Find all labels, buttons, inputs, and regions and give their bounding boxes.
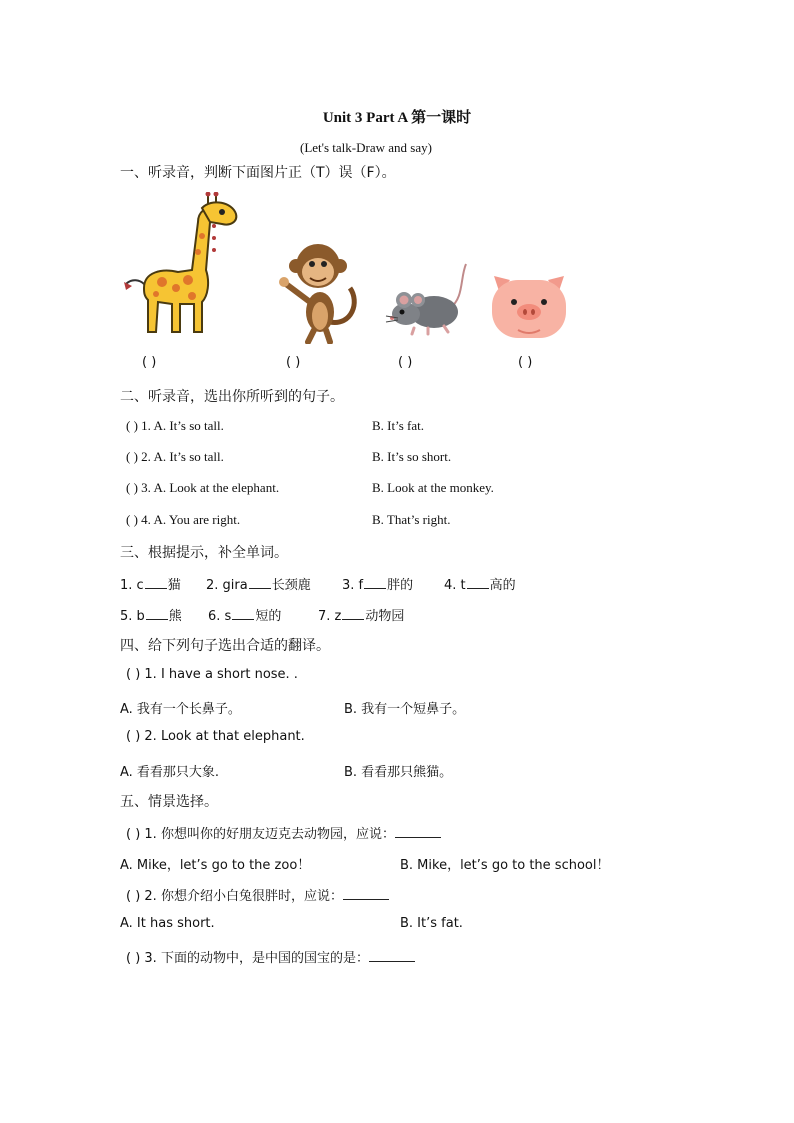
- section-1-heading: 一、听录音，判断下面图片正（T）误（F）。: [120, 165, 396, 181]
- section-4-heading: 四、给下列句子选出合适的翻译。: [120, 638, 330, 654]
- option-b: B. Look at the monkey.: [372, 480, 494, 495]
- fill-blank[interactable]: [145, 575, 167, 589]
- section-2-heading: 二、听录音，选出你所听到的句子。: [120, 389, 344, 405]
- question-item: ( ) 2. 你想介绍小白兔很胖时，应说：: [126, 885, 389, 904]
- answer-bracket[interactable]: ( ): [398, 355, 413, 370]
- section-5-heading: 五、情景选择。: [120, 794, 218, 810]
- answer-bracket[interactable]: ( ): [518, 355, 533, 370]
- option-b: B. It’s so short.: [372, 449, 452, 464]
- fill-blank[interactable]: [232, 606, 254, 620]
- option-b: B. It’s fat.: [400, 916, 463, 931]
- option-a: A. 我有一个长鼻子。: [120, 702, 241, 717]
- question-item: ( ) 2. A. It’s so tall.: [126, 449, 224, 464]
- option-a: A. It has short.: [120, 916, 215, 931]
- word-item: 2. gira 长颈鹿: [206, 574, 311, 593]
- answer-bracket[interactable]: ( ): [286, 355, 301, 370]
- answer-blank[interactable]: [395, 824, 441, 838]
- giraffe-icon: [122, 192, 240, 340]
- question-item: ( ) 3. 下面的动物中，是中国的国宝的是：: [126, 947, 415, 966]
- section-3-heading: 三、根据提示，补全单词。: [120, 545, 288, 561]
- question-item: ( ) 4. A. You are right.: [126, 512, 241, 527]
- question-item: ( ) 1. A. It’s so tall.: [126, 418, 224, 433]
- word-item: 1. c 猫: [120, 574, 181, 593]
- fill-blank[interactable]: [467, 575, 489, 589]
- worksheet-title: Unit 3 Part A 第一课时: [322, 110, 472, 126]
- question-item: ( ) 3. A. Look at the elephant.: [126, 480, 280, 495]
- option-b: B. It’s fat.: [372, 418, 424, 433]
- fill-blank[interactable]: [342, 606, 364, 620]
- monkey-icon: [272, 232, 364, 344]
- word-item: 3. f 胖的: [342, 574, 413, 593]
- question-item: ( ) 1. 你想叫你的好朋友迈克去动物园，应说：: [126, 823, 441, 842]
- word-item: 6. s 短的: [208, 605, 281, 624]
- option-b: B. That’s right.: [372, 512, 451, 527]
- option-a: A. Mike，let’s go to the zoo！: [120, 858, 311, 873]
- answer-blank[interactable]: [343, 886, 389, 900]
- fill-blank[interactable]: [364, 575, 386, 589]
- pig-icon: [486, 270, 572, 344]
- word-item: 5. b 熊: [120, 605, 182, 624]
- fill-blank[interactable]: [146, 606, 168, 620]
- fill-blank[interactable]: [249, 575, 271, 589]
- mouse-icon: [384, 258, 476, 342]
- worksheet-subtitle: (Let's talk-Draw and say): [300, 140, 432, 155]
- word-item: 4. t 高的: [444, 574, 516, 593]
- option-a: A. 看看那只大象.: [120, 765, 220, 780]
- answer-bracket[interactable]: ( ): [142, 355, 157, 370]
- word-item: 7. z 动物园: [318, 605, 404, 624]
- option-b: B. 我有一个短鼻子。: [344, 702, 466, 717]
- option-b: B. 看看那只熊猫。: [344, 765, 453, 780]
- option-b: B. Mike，let’s go to the school！: [400, 858, 610, 873]
- question-item: ( ) 1. I have a short nose. .: [126, 667, 298, 682]
- question-item: ( ) 2. Look at that elephant.: [126, 729, 305, 744]
- answer-blank[interactable]: [369, 948, 415, 962]
